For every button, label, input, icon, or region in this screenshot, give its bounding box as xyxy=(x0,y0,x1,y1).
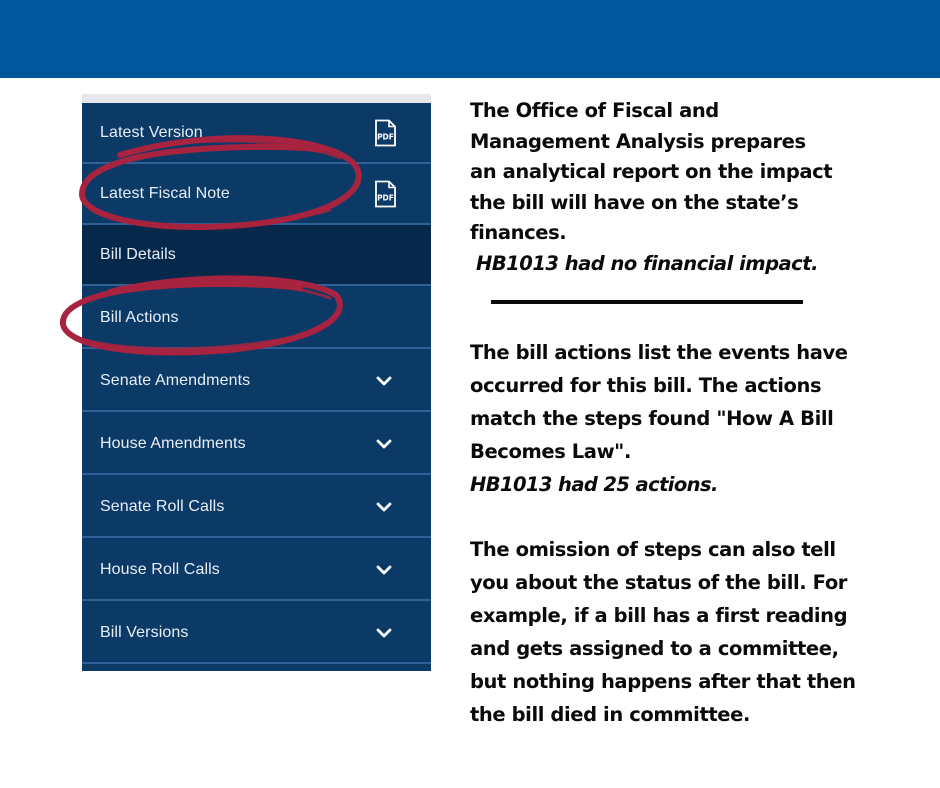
panel-top-strip xyxy=(82,94,431,103)
text-line: occurred for this bill. The actions xyxy=(470,374,822,397)
chevron-down-icon[interactable] xyxy=(376,375,392,387)
fiscal-note-explanation xyxy=(470,96,890,279)
fiscal-note-paragraph xyxy=(470,96,890,249)
pdf-icon[interactable] xyxy=(374,119,396,146)
menu-item-label: House Roll Calls xyxy=(100,560,220,578)
chevron-down-icon[interactable] xyxy=(376,438,392,450)
menu-item-bill-versions[interactable] xyxy=(82,603,431,664)
menu-item-label: Latest Fiscal Note xyxy=(100,184,230,202)
fiscal-impact-note: HB1013 had no financial impact. xyxy=(476,251,818,275)
text-line: an analytical report on the impact xyxy=(470,160,833,183)
chevron-down-icon[interactable] xyxy=(376,627,392,639)
menu-item-label: House Amendments xyxy=(100,434,246,452)
menu-item-bill-actions[interactable] xyxy=(82,288,431,349)
menu-item-latest-fiscal-note[interactable] xyxy=(82,164,431,225)
menu-item-house-roll-calls[interactable] xyxy=(82,540,431,601)
menu-item-label: Bill Versions xyxy=(100,623,189,641)
menu-item-label: Senate Roll Calls xyxy=(100,497,225,515)
text-line: and gets assigned to a committee, xyxy=(470,637,839,660)
text-line: The omission of steps can also tell xyxy=(470,538,836,561)
divider xyxy=(491,300,803,304)
text-line: Management Analysis prepares xyxy=(470,129,806,153)
menu-item-senate-roll-calls[interactable] xyxy=(82,477,431,538)
text-line: but nothing happens after that then xyxy=(470,670,856,693)
omission-paragraph xyxy=(470,533,890,731)
header-band xyxy=(0,0,940,78)
bill-menu-panel xyxy=(82,94,431,671)
menu-item-label: Senate Amendments xyxy=(100,371,251,389)
menu-item-label: Bill Actions xyxy=(100,308,179,326)
svg-text:PDF: PDF xyxy=(377,193,394,202)
svg-text:PDF: PDF xyxy=(377,132,394,141)
text-line: you about the status of the bill. For xyxy=(470,571,848,594)
menu-item-senate-amendments[interactable] xyxy=(82,351,431,412)
text-line: the bill will have on the state’s xyxy=(470,190,799,214)
bill-actions-paragraph xyxy=(470,336,890,501)
text-line: match the steps found "How A Bill xyxy=(470,407,834,430)
chevron-down-icon[interactable] xyxy=(376,564,392,576)
text-line: finances. xyxy=(470,221,567,244)
menu-item-label: Latest Version xyxy=(100,123,203,141)
chevron-down-icon[interactable] xyxy=(376,501,392,513)
menu-item-label: Bill Details xyxy=(100,245,176,263)
menu-item-house-amendments[interactable] xyxy=(82,414,431,475)
actions-count-note: HB1013 had 25 actions. xyxy=(470,473,718,496)
text-line: example, if a bill has a first reading xyxy=(470,604,848,627)
menu-item-latest-version[interactable] xyxy=(82,103,431,164)
text-line: the bill died in committee. xyxy=(470,703,750,726)
pdf-icon[interactable] xyxy=(374,180,396,207)
text-line: The bill actions list the events have xyxy=(470,341,848,364)
text-line: Becomes Law". xyxy=(470,440,631,463)
text-line: The Office of Fiscal and xyxy=(470,99,719,122)
menu-item-bill-details[interactable] xyxy=(82,225,431,286)
